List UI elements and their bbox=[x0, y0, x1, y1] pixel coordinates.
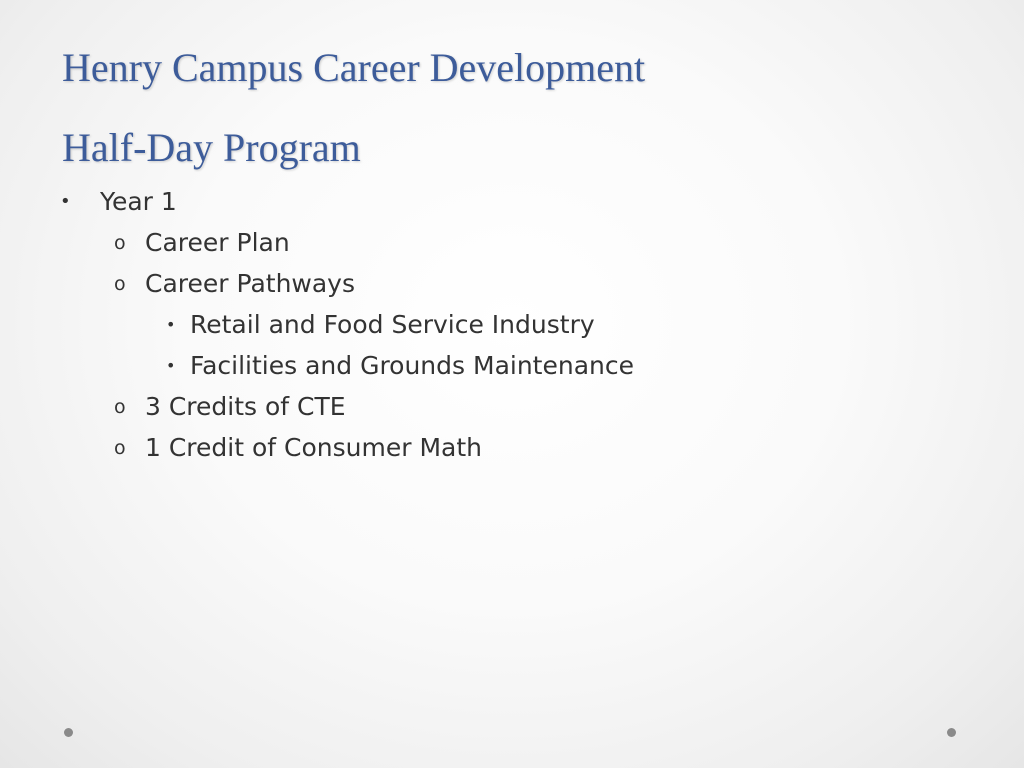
bullet-marker: • bbox=[166, 315, 176, 334]
slide-title bbox=[62, 28, 962, 188]
bullet-text: 1 Credit of Consumer Math bbox=[145, 433, 482, 462]
bullet-item-cte-credits bbox=[114, 387, 346, 427]
bullet-marker: o bbox=[114, 273, 126, 295]
bullet-text: Year 1 bbox=[100, 187, 177, 216]
bullet-item-year-1 bbox=[60, 182, 177, 222]
bullet-marker: • bbox=[60, 191, 71, 212]
bullet-marker: o bbox=[114, 232, 126, 254]
bullet-text: Career Plan bbox=[145, 228, 290, 257]
bullet-marker: o bbox=[114, 437, 126, 459]
bullet-marker: o bbox=[114, 396, 126, 418]
bullet-text: Facilities and Grounds Maintenance bbox=[190, 351, 634, 380]
bullet-text: 3 Credits of CTE bbox=[145, 392, 346, 421]
bullet-marker: • bbox=[166, 356, 176, 375]
title-line-2: Half-Day Program bbox=[62, 125, 361, 170]
bullet-item-career-plan bbox=[114, 223, 290, 263]
bullet-item-career-pathways bbox=[114, 264, 355, 304]
corner-dot-left bbox=[64, 728, 73, 737]
bullet-item-consumer-math bbox=[114, 428, 482, 468]
bullet-item-facilities-grounds bbox=[166, 346, 634, 386]
bullet-text: Retail and Food Service Industry bbox=[190, 310, 595, 339]
corner-dot-right bbox=[947, 728, 956, 737]
title-line-1: Henry Campus Career Development bbox=[62, 45, 646, 90]
bullet-item-retail-food bbox=[166, 305, 595, 345]
bullet-text: Career Pathways bbox=[145, 269, 355, 298]
